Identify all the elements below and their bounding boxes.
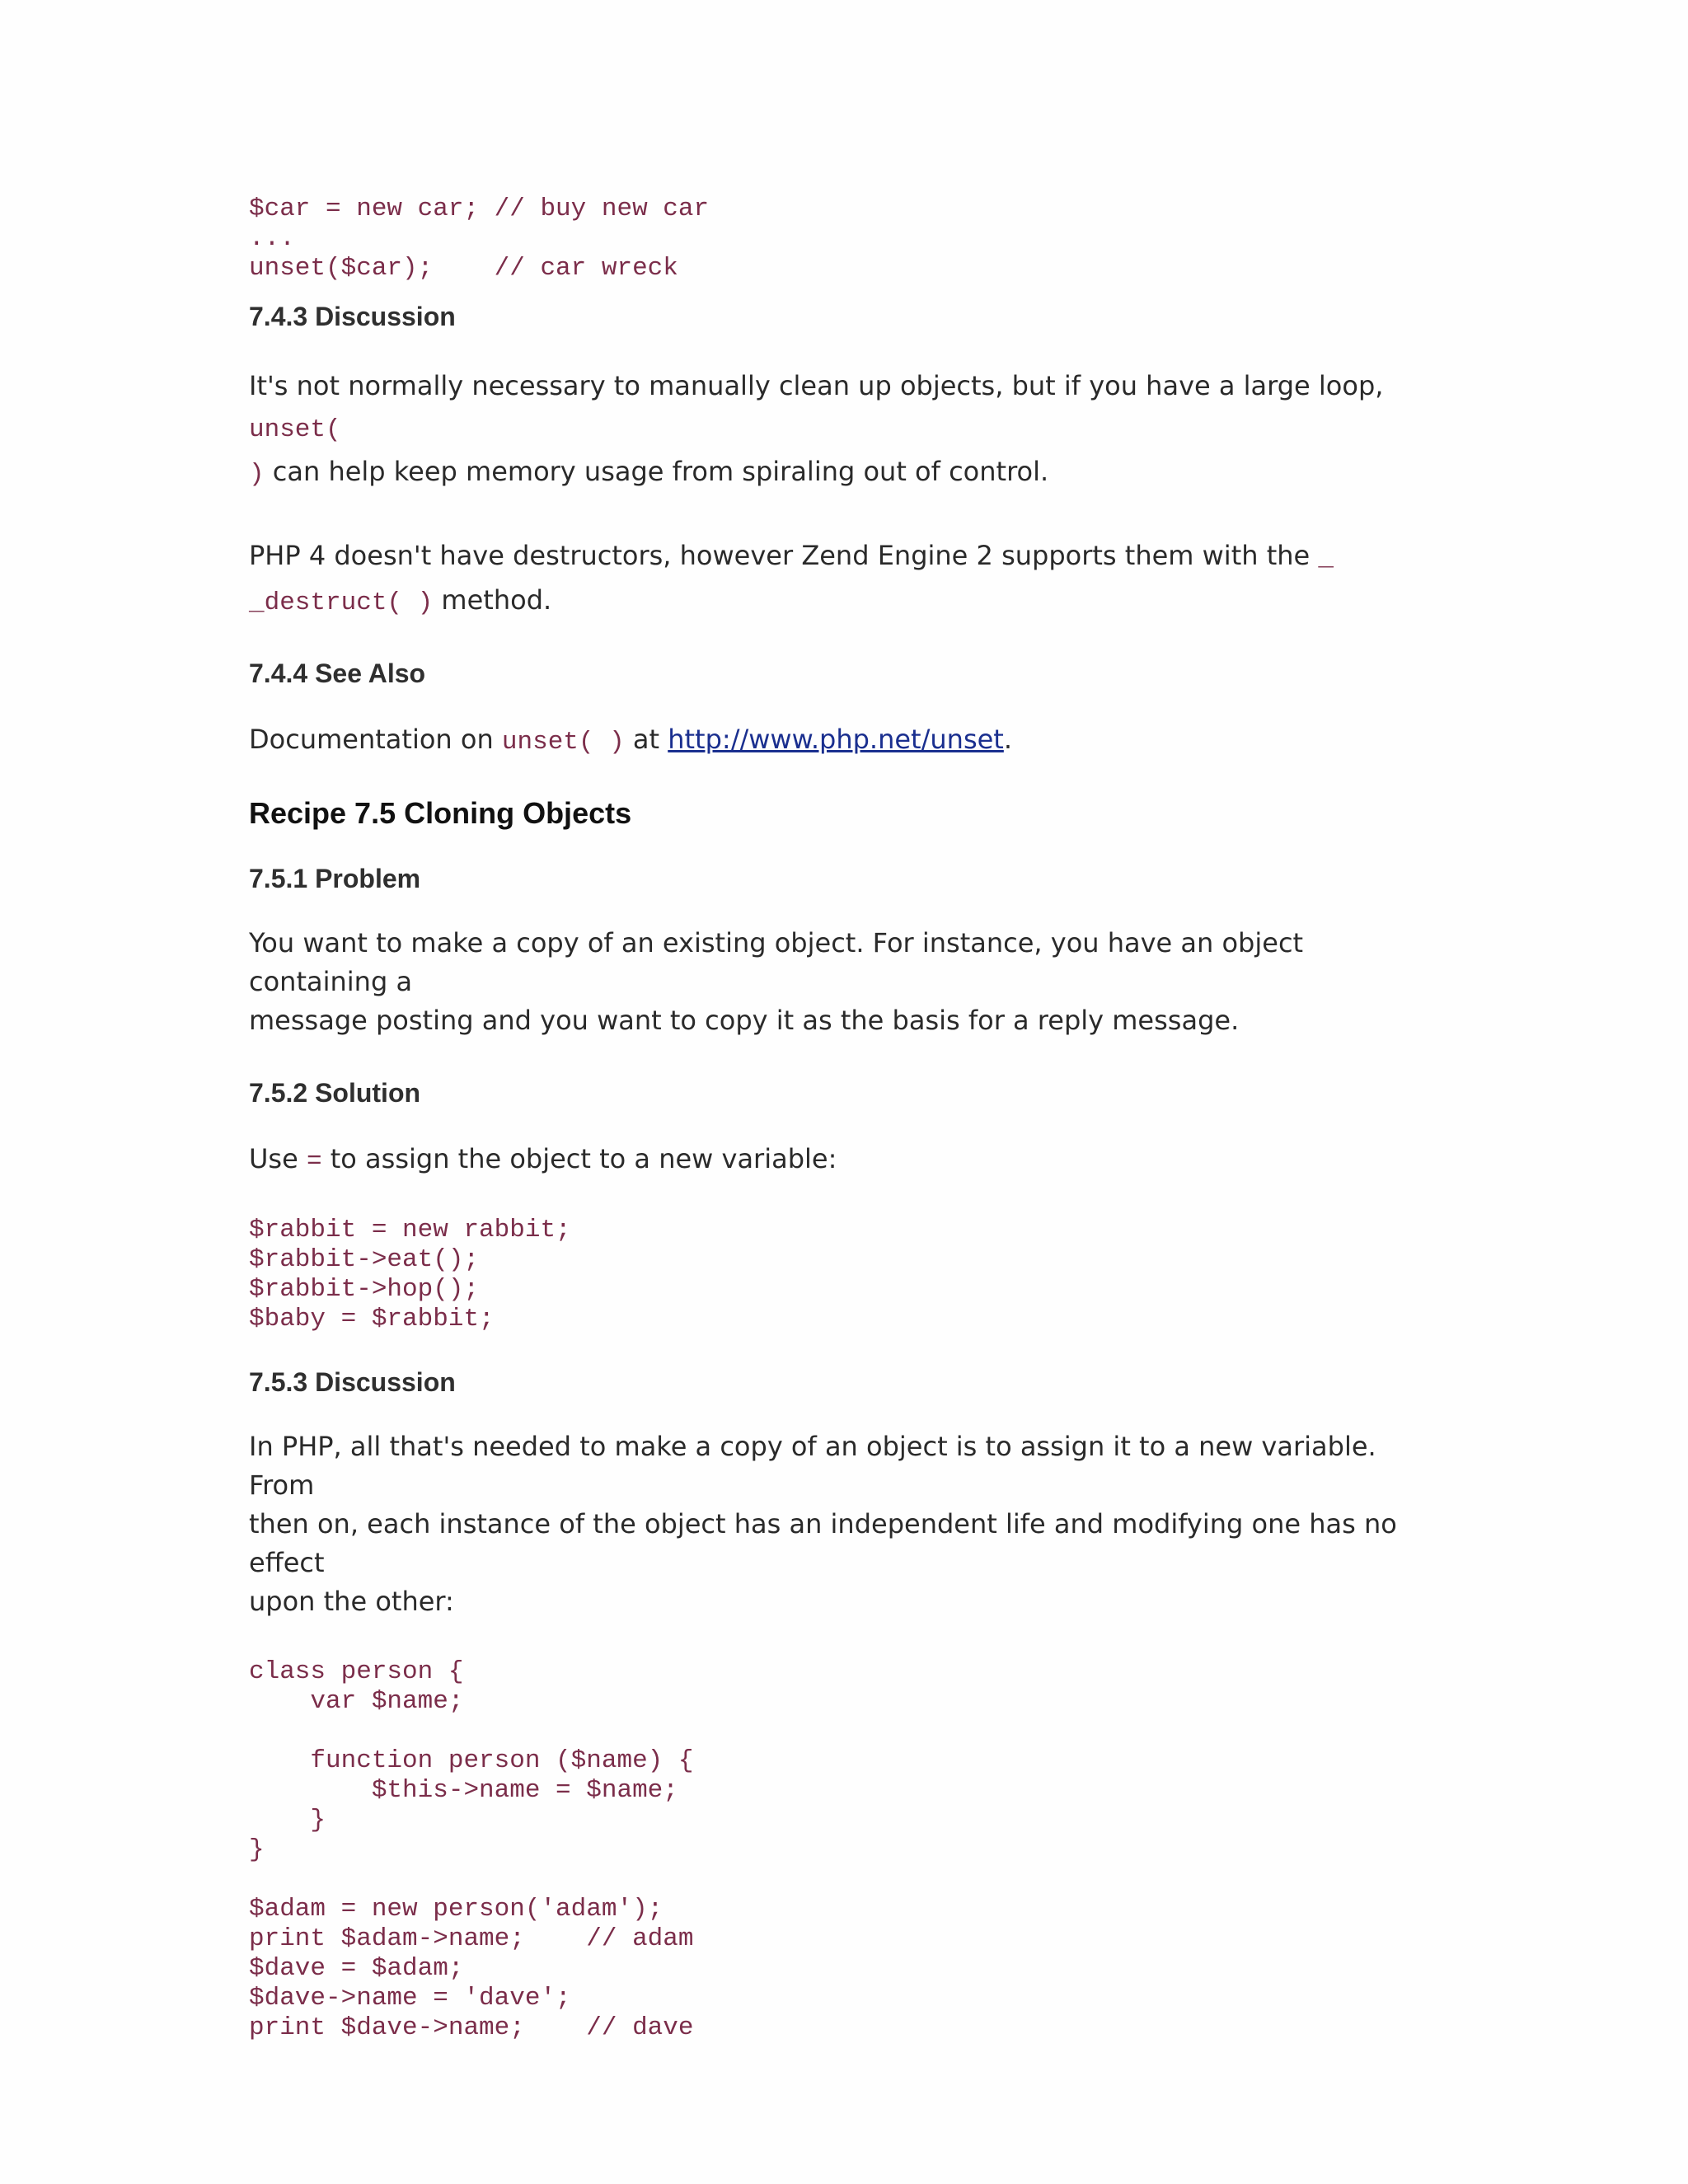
php-unset-link[interactable]: http://www.php.net/unset (668, 724, 1004, 755)
heading-7-5-1: 7.5.1 Problem (249, 864, 421, 893)
code-block-car: $car = new car; // buy new car ... unset($car); // car wreck (249, 194, 710, 283)
text-span: Use (249, 1143, 307, 1174)
paragraph-7-5-3: In PHP, all that's needed to make a copy of an object is to assign it to a new variable. From then on, each instance of the object has an independent life and modifying one has no effect upon the other: (249, 1431, 1397, 1617)
heading-7-4-3: 7.4.3 Discussion (249, 302, 456, 331)
text-span: . (1003, 724, 1013, 755)
inline-code: _destruct( ) (249, 588, 434, 617)
inline-code: ) (249, 460, 265, 489)
text-span: It's not normally necessary to manually clean up objects, but if you have a large loop, (249, 370, 1384, 401)
inline-code: unset( ) (501, 728, 625, 757)
paragraph-7-4-3-a (249, 365, 1444, 495)
text-span: Documentation on (249, 724, 502, 755)
text-span: can help keep memory usage from spiraling out of control. (264, 456, 1049, 487)
paragraph-7-4-3-b (249, 535, 1444, 624)
inline-code: unset( (249, 415, 341, 444)
inline-code: _ (1318, 544, 1334, 573)
code-block-rabbit: $rabbit = new rabbit; $rabbit->eat(); $rabbit->hop(); $baby = $rabbit; (249, 1216, 571, 1333)
text-span: method. (433, 584, 552, 616)
text-span: at (624, 724, 668, 755)
inline-code: = (306, 1147, 322, 1176)
document-page (249, 194, 1444, 2043)
recipe-title: Recipe 7.5 Cloning Objects (249, 796, 632, 830)
paragraph-7-4-4 (249, 719, 1444, 763)
paragraph-7-5-1: You want to make a copy of an existing object. For instance, you have an object containing a message posting and you want to copy it as the basis for a reply message. (249, 927, 1304, 1036)
paragraph-7-5-2 (249, 1138, 1444, 1183)
text-span: PHP 4 doesn't have destructors, however Zend Engine 2 supports them with the (249, 540, 1319, 571)
code-block-person: class person { var $name; function person ($name) { $this->name = $name; } } $adam = new person('adam'); print $adam->name; // adam $dave = $adam; $dave->name = 'dave'; print $dave->name; // dave (249, 1657, 694, 2042)
heading-7-5-3: 7.5.3 Discussion (249, 1367, 456, 1397)
heading-7-5-2: 7.5.2 Solution (249, 1078, 421, 1108)
text-span: to assign the object to a new variable: (321, 1143, 837, 1174)
heading-7-4-4: 7.4.4 See Also (249, 658, 426, 688)
